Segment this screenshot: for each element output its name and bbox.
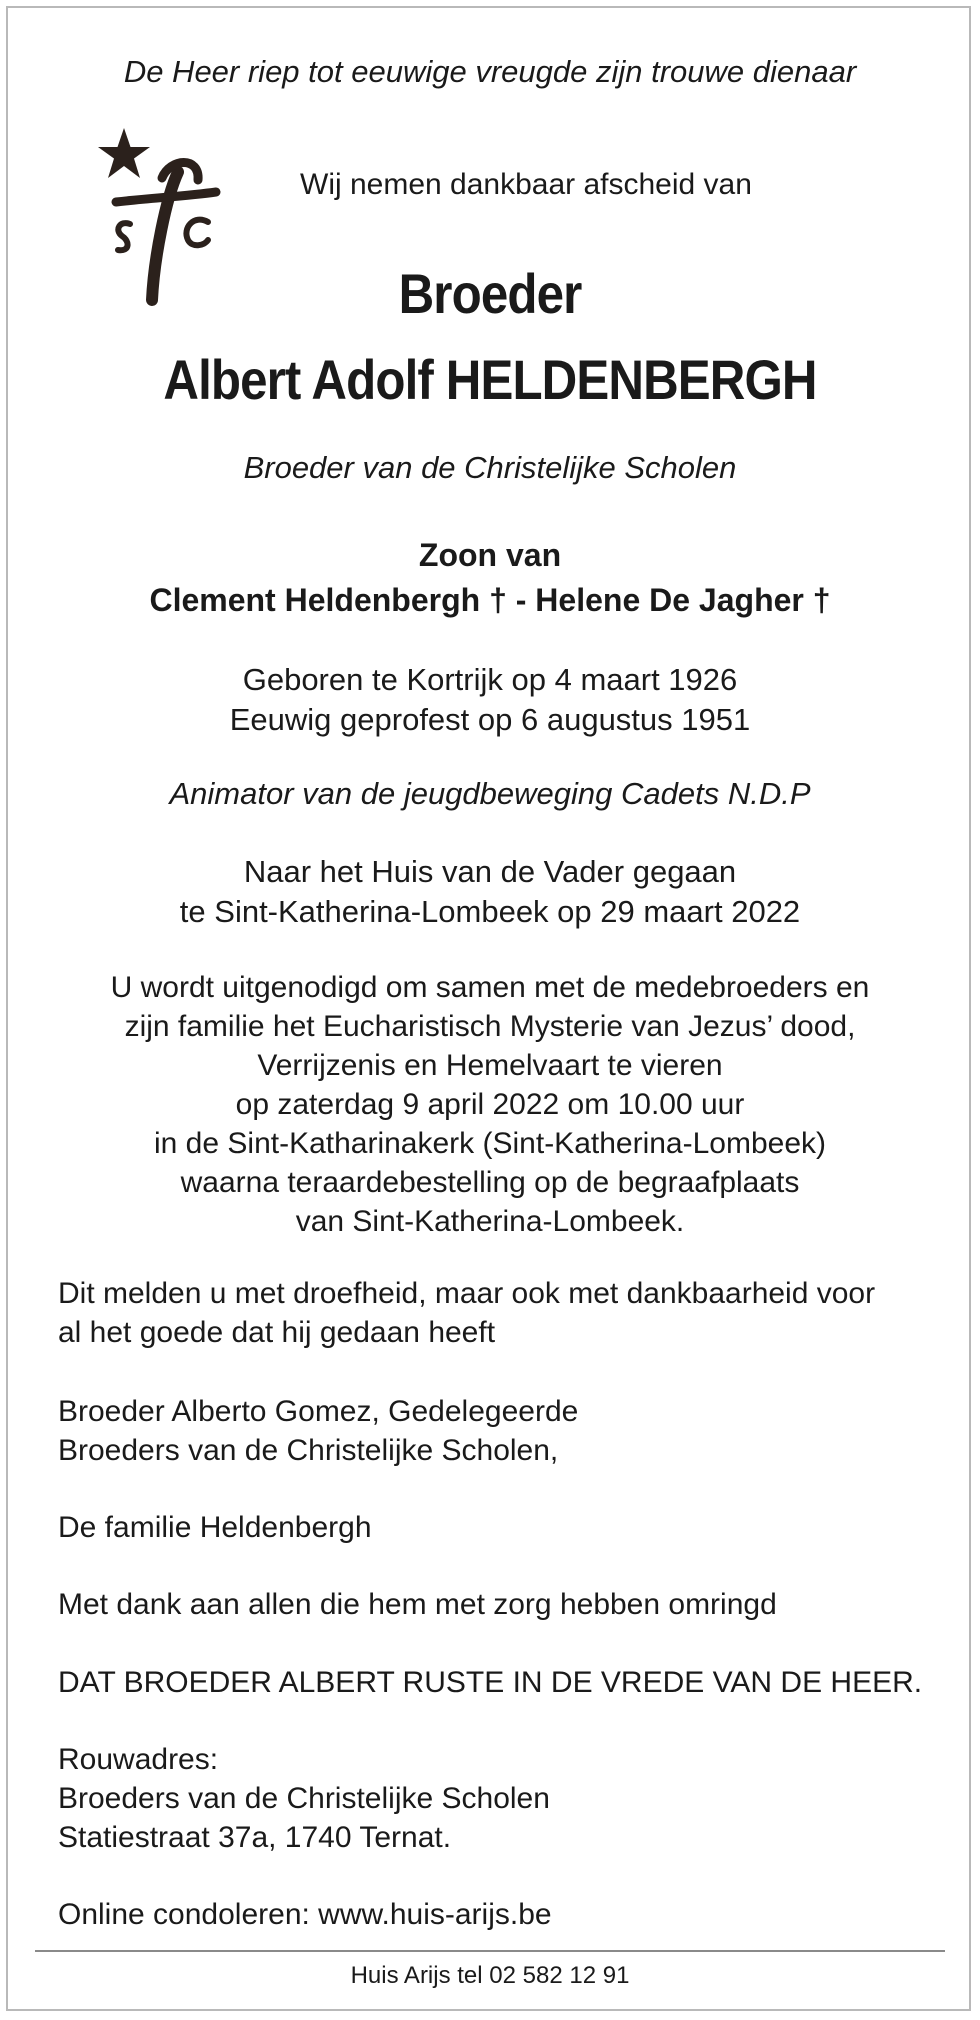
closing-line: al het goede dat hij gedaan heeft <box>58 1316 496 1349</box>
invitation-line: U wordt uitgenodigd om samen met de medebroeders en <box>110 971 870 1004</box>
invitation-line: van Sint-Katherina-Lombeek. <box>295 1205 685 1238</box>
passed-block <box>0 852 980 932</box>
signers-block <box>58 1392 578 1470</box>
role-line: Animator van de jeugdbeweging Cadets N.D.P <box>169 776 811 811</box>
cross-bar <box>116 192 216 202</box>
star-icon <box>98 128 150 178</box>
invitation-line: zijn familie het Eucharistisch Mysterie van Jezus’ dood, <box>124 1010 856 1043</box>
deceased-title: Broeder <box>398 262 582 325</box>
address-line: Broeders van de Christelijke Scholen <box>58 1782 550 1815</box>
dates-block <box>0 660 980 740</box>
letter-s <box>118 223 130 250</box>
passed-line: Naar het Huis van de Vader gegaan <box>243 854 737 889</box>
address-line: Statiestraat 37a, 1740 Ternat. <box>58 1821 452 1854</box>
invitation-line: in de Sint-Katharinakerk (Sint-Katherina-Lombeek) <box>154 1127 826 1160</box>
thanks-line: Met dank aan allen die hem met zorg hebben omringd <box>58 1588 777 1621</box>
passed-line: te Sint-Katherina-Lombeek op 29 maart 2022 <box>179 894 801 929</box>
footer-text: Huis Arijs tel 02 582 12 91 <box>350 1962 630 1989</box>
invitation-line: Verrijzenis en Hemelvaart te vieren <box>257 1049 723 1082</box>
parents-names: Clement Heldenbergh † - Helene De Jagher † <box>149 582 831 618</box>
invitation-line: waarna teraardebestelling op de begraafplaats <box>180 1166 800 1199</box>
footer-divider <box>35 1950 945 1952</box>
letter-c <box>186 220 208 246</box>
signer-line: Broeder Alberto Gomez, Gedelegeerde <box>58 1395 579 1428</box>
opening-line: De Heer riep tot eeuwige vreugde zijn trouwe dienaar <box>123 54 857 89</box>
family-line: De familie Heldenbergh <box>58 1511 372 1544</box>
address-label: Rouwadres: <box>58 1743 219 1776</box>
invitation-line: op zaterdag 9 april 2022 om 10.00 uur <box>235 1088 745 1121</box>
date-line: Geboren te Kortrijk op 4 maart 1926 <box>242 662 738 697</box>
signer-line: Broeders van de Christelijke Scholen, <box>58 1434 559 1467</box>
parents-heading: Zoon van <box>418 537 562 573</box>
parents-block <box>0 533 980 623</box>
date-line: Eeuwig geprofest op 6 augustus 1951 <box>229 702 751 737</box>
religious-order: Broeder van de Christelijke Scholen <box>243 450 737 485</box>
closing-block <box>58 1274 875 1352</box>
deceased-name: Albert Adolf HELDENBERGH <box>163 348 817 411</box>
rest-line: DAT BROEDER ALBERT RUSTE IN DE VREDE VAN DE HEER. <box>58 1666 923 1699</box>
address-block <box>58 1740 550 1857</box>
closing-line: Dit melden u met droefheid, maar ook met dankbaarheid voor <box>58 1277 876 1310</box>
intro-line: Wij nemen dankbaar afscheid van <box>300 168 752 201</box>
invitation-block <box>0 968 980 1241</box>
online-condolence: Online condoleren: www.huis-arijs.be <box>58 1898 552 1931</box>
